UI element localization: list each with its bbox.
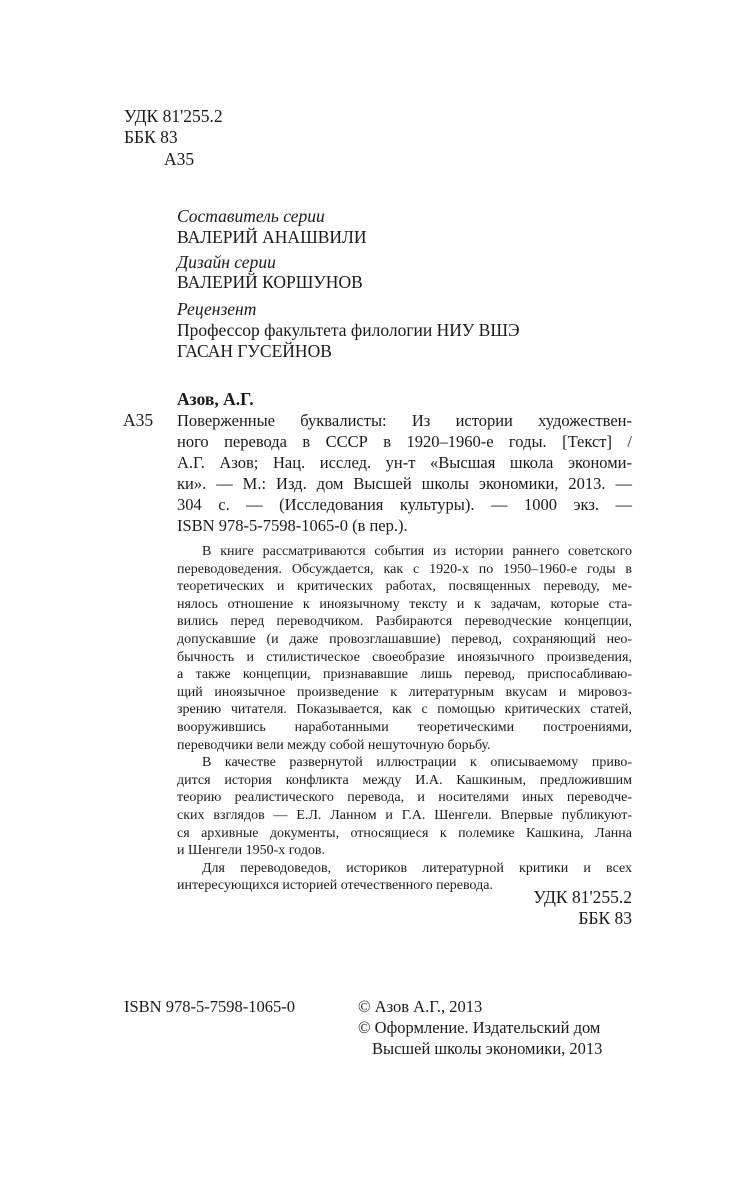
annotation-line: нялось отношение к иноязычному тексту и к задачам, которые ста- xyxy=(177,596,632,612)
bibliographic-line: ISBN 978-5-7598-1065-0 (в пер.). xyxy=(177,516,408,535)
isbn: ISBN 978-5-7598-1065-0 xyxy=(124,997,295,1016)
annotation-line: переводчики вели между собой нешуточную борьбу. xyxy=(177,737,491,753)
reviewer-name: ГАСАН ГУСЕЙНОВ xyxy=(177,341,332,361)
bottom-bbk-code: ББК 83 xyxy=(578,908,632,928)
udk-code: УДК 81'255.2 xyxy=(124,106,223,126)
annotation-line: теоретических и критических работах, посвященных переводу, ме- xyxy=(177,579,632,595)
bibliographic-line: ного перевода в СССР в 1920–1960-е годы. [Текст] / xyxy=(177,432,632,451)
author-sign: А35 xyxy=(164,149,195,169)
copyright-author: © Азов А.Г., 2013 xyxy=(358,997,483,1016)
series-design-label: Дизайн серии xyxy=(177,252,276,272)
annotation-line: теорию реалистического перевода, и носителями иных переводче- xyxy=(177,790,632,806)
annotation-line: ся архивные документы, относящиеся к полемике Кашкина, Ланна xyxy=(177,825,632,841)
reviewer-title: Профессор факультета филологии НИУ ВШЭ xyxy=(177,320,520,340)
copyright-design-line2: Высшей школы экономики, 2013 xyxy=(372,1039,603,1058)
annotation-line: Для переводоведов, историков литературной критики и всех xyxy=(202,860,632,876)
annotation-line: интересующихся историей отечественного перевода. xyxy=(177,878,493,894)
annotation-line: допускавшие (и даже провозглашавшие) перевод, сохраняющий нео- xyxy=(177,631,632,647)
annotation-line: вились перед переводчиком. Разбираются переводческие концепции, xyxy=(177,614,632,630)
annotation-line: бычность и стилистическое своеобразие иноязычного произведения, xyxy=(177,649,632,665)
bibliographic-line: 304 с. — (Исследования культуры). — 1000 экз. — xyxy=(177,495,632,514)
copyright-design-line1: © Оформление. Издательский дом xyxy=(358,1018,601,1037)
series-compiler-name: ВАЛЕРИЙ АНАШВИЛИ xyxy=(177,227,367,247)
reviewer-label: Рецензент xyxy=(177,299,257,319)
series-compiler-label: Составитель серии xyxy=(177,206,325,226)
annotation-line: переводоведения. Обсуждается, как с 1920-х по 1950–1960-е годы в xyxy=(177,561,632,577)
annotation-line: а также концепции, признававшие лишь перевод, приспосабливаю- xyxy=(177,667,632,683)
annotation xyxy=(177,543,632,895)
bibliographic-line: Поверженные буквалисты: Из истории художествен- xyxy=(177,411,632,430)
bottom-udk-code: УДК 81'255.2 xyxy=(533,887,632,907)
annotation-line: дится история конфликта между И.А. Кашкиным, предложившим xyxy=(177,772,632,788)
bibliographic-line: А.Г. Азов; Нац. исслед. ун-т «Высшая школа экономи- xyxy=(177,453,632,472)
annotation-line: и Шенгели 1950-х годов. xyxy=(177,843,325,859)
bbk-code: ББК 83 xyxy=(124,127,178,147)
annotation-line: В качестве развернутой иллюстрации к описываемому приво- xyxy=(202,755,632,771)
bibliographic-body xyxy=(177,410,632,536)
annotation-line: зрению читателя. Показывается, как с помощью критических статей, xyxy=(177,702,632,718)
series-design-name: ВАЛЕРИЙ КОРШУНОВ xyxy=(177,272,363,292)
bibliographic-line: ки». — М.: Изд. дом Высшей школы экономики, 2013. — xyxy=(177,474,632,493)
annotation-line: вооружившись наработанными теоретическими построениями, xyxy=(177,719,632,735)
annotation-line: ских взглядов — Е.Л. Ланном и Г.А. Шенгели. Впервые публикуют- xyxy=(177,807,632,823)
bibliographic-sign: А35 xyxy=(123,410,154,430)
author-heading: Азов, А.Г. xyxy=(177,389,254,409)
annotation-line: щий иноязычное произведение к литературным вкусам и мировоз- xyxy=(177,684,632,700)
annotation-line: В книге рассматриваются события из истории раннего советского xyxy=(202,544,632,559)
